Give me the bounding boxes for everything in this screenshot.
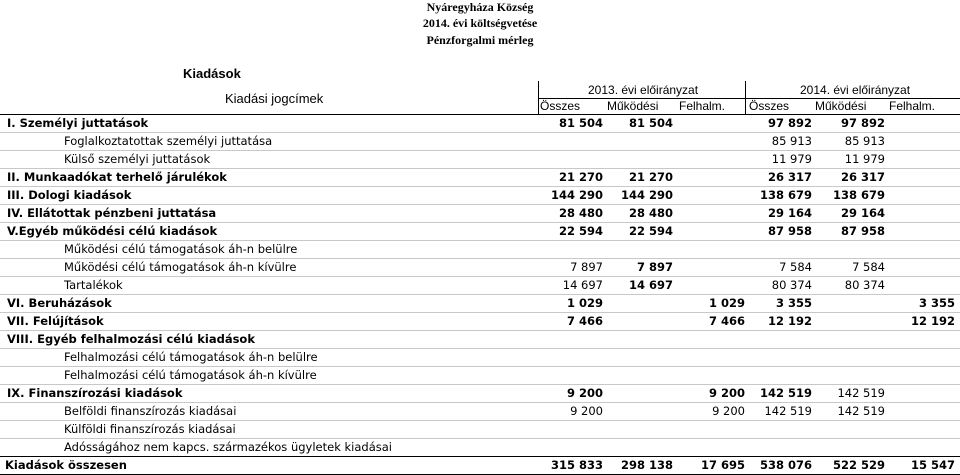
row-value: 85 913: [844, 134, 885, 148]
row-value: 1 029: [566, 296, 603, 310]
row-value: 14 697: [628, 278, 673, 292]
row-label: Foglalkoztatottak személyi juttatása: [64, 134, 273, 148]
subheader-2014-total: Összes: [749, 99, 790, 113]
row-value: 22 594: [558, 224, 603, 238]
row-value: 17 695: [700, 458, 745, 472]
table-row: [0, 276, 960, 294]
row-value: 12 192: [910, 314, 955, 328]
row-value: 28 480: [558, 206, 603, 220]
row-value: 144 290: [550, 188, 603, 202]
header-left-border: [538, 81, 539, 115]
table-row: [0, 420, 960, 438]
row-value: 142 519: [837, 386, 885, 400]
row-value: 522 529: [832, 458, 885, 472]
table-row: [0, 348, 960, 366]
table-row: [0, 330, 960, 348]
row-label: Működési célú támogatások áh-n belülre: [64, 242, 298, 256]
row-value: 97 892: [840, 116, 885, 130]
row-value: 142 519: [837, 404, 885, 418]
row-value: 14 697: [562, 278, 603, 292]
row-value: 28 480: [628, 206, 673, 220]
row-value: 81 504: [628, 116, 673, 130]
table-row: [0, 258, 960, 276]
row-value: 80 374: [844, 278, 885, 292]
row-value: 7 584: [852, 260, 885, 274]
row-label: Belföldi finanszírozás kiadásai: [64, 404, 237, 418]
row-value: 3 355: [775, 296, 812, 310]
row-value: 142 519: [764, 404, 812, 418]
row-value: 21 270: [628, 170, 673, 184]
table-row: [0, 168, 960, 186]
row-label: Kiadások összesen: [5, 458, 127, 472]
subheader-2013-operating: Működési: [607, 99, 659, 113]
subheader-2013-capital: Felhalm.: [679, 99, 726, 113]
row-label: Működési célú támogatások áh-n kívülre: [64, 260, 297, 274]
subheader-2014-operating: Működési: [815, 99, 867, 113]
header-year-border: [745, 81, 746, 115]
row-value: 29 164: [840, 206, 885, 220]
row-label: Felhalmozási célú támogatások áh-n belülre: [64, 350, 318, 364]
row-value: 7 466: [708, 314, 745, 328]
table-row: [0, 204, 960, 222]
row-value: 138 679: [832, 188, 885, 202]
column-header-2014: 2014. évi előirányzat: [800, 83, 911, 97]
row-value: 9 200: [566, 386, 603, 400]
row-label: II. Munkaadókat terhelő járulékok: [7, 170, 227, 184]
table-row: [0, 150, 960, 168]
row-value: 7 584: [779, 260, 812, 274]
row-label: Felhalmozási célú támogatások áh-n kívülre: [64, 368, 317, 382]
table-row: [0, 132, 960, 150]
row-value: 26 317: [840, 170, 885, 184]
row-label: VI. Beruházások: [7, 296, 112, 310]
table-row: [0, 186, 960, 204]
table-row: [0, 240, 960, 258]
total-row: [0, 456, 960, 475]
row-value: 80 374: [771, 278, 812, 292]
row-value: 12 192: [767, 314, 812, 328]
row-value: 87 958: [767, 224, 812, 238]
budget-title: 2014. évi költségvetése: [422, 16, 538, 30]
row-value: 97 892: [767, 116, 812, 130]
row-value: 87 958: [840, 224, 885, 238]
row-label: Külső személyi juttatások: [64, 152, 211, 166]
row-value: 11 979: [771, 152, 812, 166]
row-value: 7 897: [636, 260, 673, 274]
expenditure-table: [0, 115, 960, 475]
row-value: 142 519: [759, 386, 812, 400]
row-value: 29 164: [767, 206, 812, 220]
row-label: VII. Felújítások: [7, 314, 104, 328]
table-row: [0, 366, 960, 384]
row-value: 81 504: [558, 116, 603, 130]
table-row: [0, 115, 960, 132]
subheader-2014-capital: Felhalm.: [889, 99, 936, 113]
row-value: 22 594: [628, 224, 673, 238]
row-value: 7 897: [570, 260, 603, 274]
row-label: Tartalékok: [64, 278, 123, 292]
table-row: [0, 402, 960, 420]
row-label: I. Személyi juttatások: [7, 116, 149, 130]
row-value: 7 466: [566, 314, 603, 328]
row-label: III. Dologi kiadások: [7, 188, 132, 202]
municipality-title: Nyáregyháza Község: [426, 0, 534, 14]
row-value: 11 979: [844, 152, 885, 166]
row-value: 21 270: [558, 170, 603, 184]
table-row: [0, 438, 960, 456]
row-value: 315 833: [550, 458, 603, 472]
table-row: [0, 312, 960, 330]
row-value: 298 138: [620, 458, 673, 472]
balance-title: Pénzforgalmi mérleg: [426, 33, 534, 47]
row-value: 138 679: [759, 188, 812, 202]
row-label: IX. Finanszírozási kiadások: [7, 386, 183, 400]
row-value: 1 029: [708, 296, 745, 310]
row-label: V.Egyéb működési célú kiadások: [7, 224, 218, 238]
row-label: VIII. Egyéb felhalmozási célú kiadások: [7, 332, 255, 346]
row-value: 9 200: [712, 404, 745, 418]
row-value: 26 317: [767, 170, 812, 184]
row-value: 85 913: [771, 134, 812, 148]
table-row: [0, 294, 960, 312]
row-label: Adósságához nem kapcs. származékos ügyletek kiadásai: [64, 440, 392, 454]
subheader-2013-total: Összes: [540, 99, 581, 113]
row-value: 144 290: [620, 188, 673, 202]
row-value: 538 076: [759, 458, 812, 472]
row-value: 9 200: [708, 386, 745, 400]
table-row: [0, 384, 960, 402]
row-value: 15 547: [910, 458, 955, 472]
section-title: Kiadások: [183, 66, 241, 81]
row-label: Külföldi finanszírozás kiadásai: [64, 422, 236, 436]
column-header-2013: 2013. évi előirányzat: [588, 83, 699, 97]
table-row: [0, 222, 960, 240]
column-header-label: Kiadási jogcímek: [225, 91, 324, 106]
row-value: 3 355: [918, 296, 955, 310]
row-label: IV. Ellátottak pénzbeni juttatása: [7, 206, 217, 220]
row-value: 9 200: [570, 404, 603, 418]
